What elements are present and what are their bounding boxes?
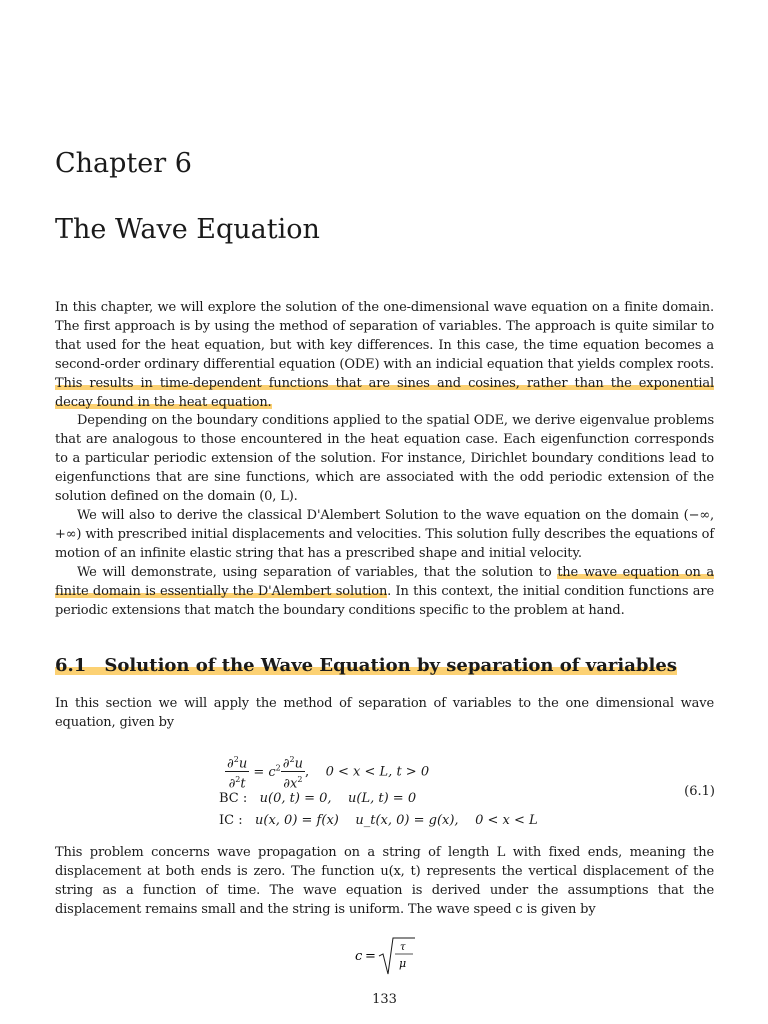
pde-line: $\frac{\partial^2u}{\partial^2t}$ = $c^2$ $\frac{\partial^2u}{\partial x^2}$ , 0 < x < L, t > 0 [225,752,429,792]
equals-sign: = [365,949,376,964]
fraction-d2u-dt2: $\frac{\partial^2u}{\partial^2t}$ [225,752,249,792]
highlight-dalembert: the wave equation on a finite domain is essentially the D'Alembert solution [55,564,714,599]
pde-condition: 0 < x < L, t > 0 [325,764,430,780]
chapter-title: The Wave Equation [55,214,320,245]
chapter-intro [55,299,714,620]
ic-label: IC : [219,813,243,828]
mu-symbol: μ [399,957,407,970]
equation-number: (6.1) [684,784,715,799]
section-after-equation: This problem concerns wave propagation on a string of length L with fixed ends, meaning the displacement at both ends is zero. The function u(x, t) represents the vertical displacement of the string as a function of time. The wave equation is derived under the assumptions that the displacement remains small and the string is uniform. The wave speed c is given by [55,845,714,917]
c-symbol: c [355,949,363,964]
section-heading [55,653,714,679]
wave-speed-equation [353,934,453,978]
intro-paragraph-3: We will also to derive the classical D'Alembert Solution to the wave equation on the domain (−∞, +∞) with prescribed initial displacements and velocities. This solution fully describes the equations of motion of an infinite elastic string that has a prescribed shape and initial velocity. [55,507,714,561]
wave-equation-system [215,752,715,834]
intro-p4-text-a: We will demonstrate, using separation of variables, that the solution to [77,564,558,580]
tau-symbol: τ [400,942,406,953]
page-number: 133 [372,992,397,1007]
ic-line [219,813,538,828]
bc-line [219,791,416,806]
intro-paragraph-1 [55,299,714,412]
ic-text: u(x, 0) = f(x) u_t(x, 0) = g(x), 0 < x < L [255,813,538,828]
section-title: Solution of the Wave Equation by separation of variables [104,655,677,676]
bc-text: u(0, t) = 0, u(L, t) = 0 [259,791,417,806]
intro-paragraph-4 [55,564,714,621]
intro-paragraph-2: Depending on the boundary conditions applied to the spatial ODE, we derive eigenvalue problems that are analogous to those encountered in the heat equation case. Each eigenfunction corresponds to a particular periodic extension of the solution. For instance, Dirichlet boundary conditions lead to eigenfunctions that are sine functions, which are associated with the odd periodic extension of the solution defined on the domain (0, L). [55,413,714,505]
intro-p1-text: In this chapter, we will explore the solution of the one-dimensional wave equation on a finite domain. The first approach is by using the method of separation of variables. The approach is quite similar to that used for the heat equation, but with key differences. In this case, the time equation becomes a second-order ordinary differential equation (ODE) with an indicial equation that yields complex roots. [55,300,714,372]
section-intro: In this section we will apply the method of separation of variables to the one dimensional wave equation, given by [55,696,714,730]
section-number: 6.1 [55,655,87,676]
highlight-time-dependent: This results in time-dependent functions that are sines and cosines, rather than the exponential decay found in the heat equation. [55,375,714,410]
fraction-d2u-dx2: $\frac{\partial^2u}{\partial x^2}$ [281,752,305,792]
bc-label: BC : [219,791,248,806]
sqrt-sign [379,938,415,974]
intro-p4-text-b: . In this context, the initial condition functions are periodic extensions that match the boundary conditions specific to the problem at hand. [55,583,714,618]
chapter-label: Chapter 6 [55,148,192,179]
